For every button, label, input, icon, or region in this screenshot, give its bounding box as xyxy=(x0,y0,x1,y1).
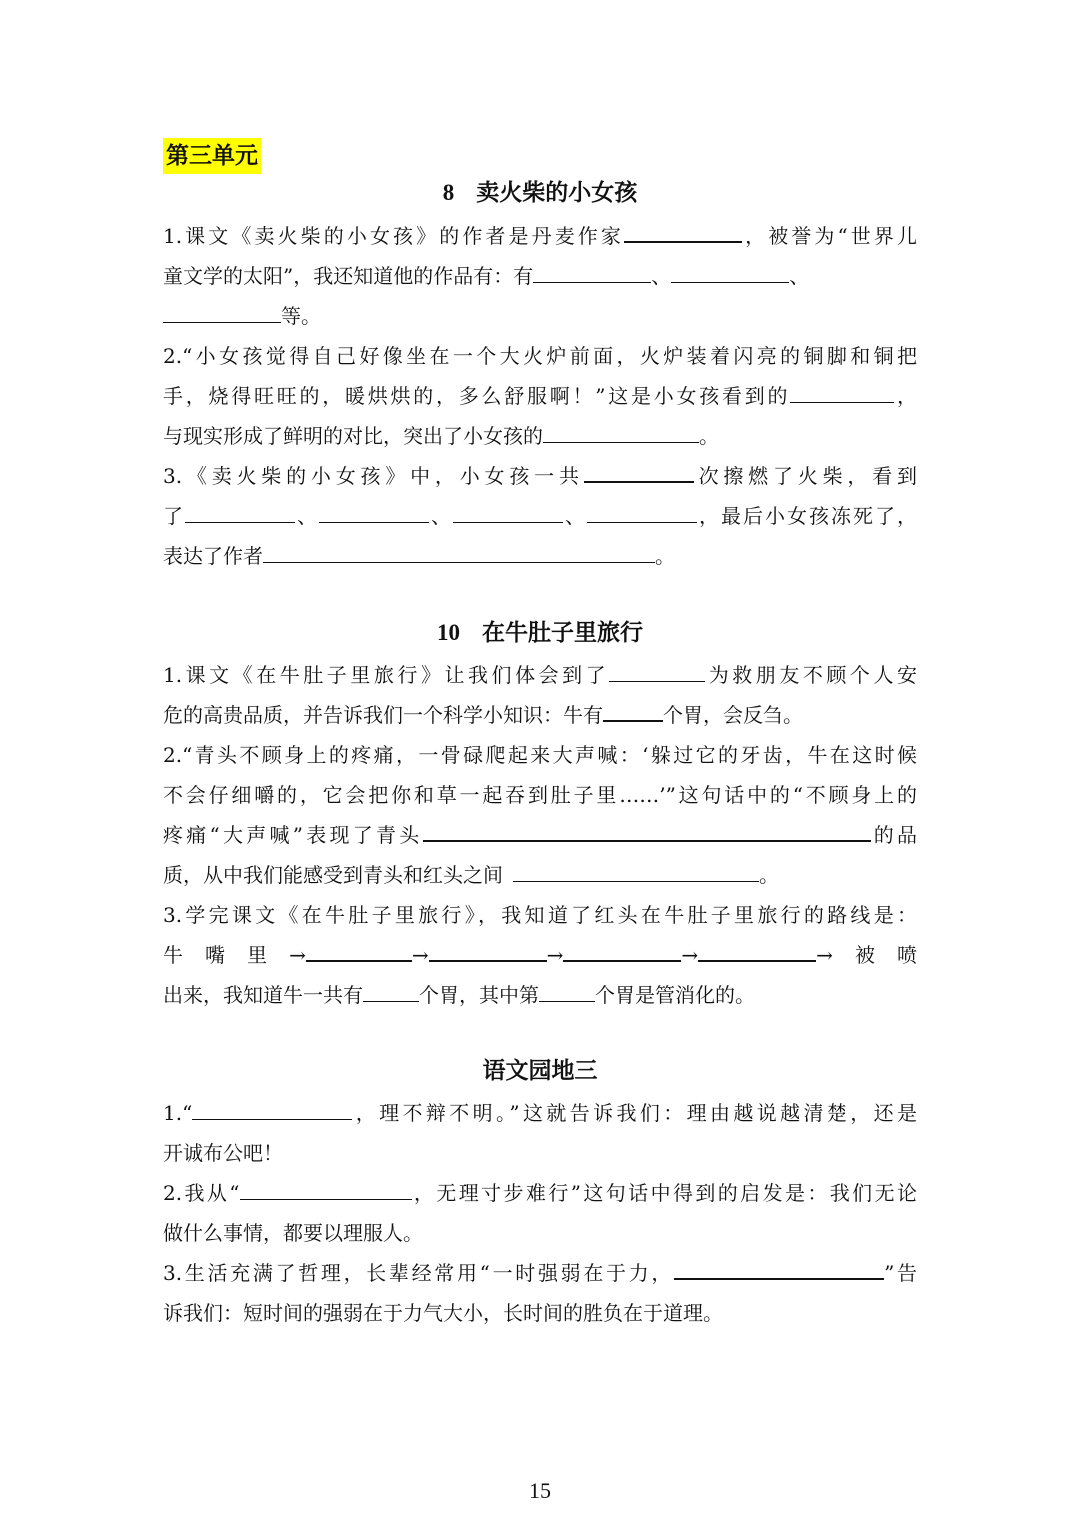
question-text: 、 xyxy=(429,504,453,528)
question-line xyxy=(163,975,917,1015)
question-text: 开诚布公吧！ xyxy=(163,1141,283,1165)
answer-blank[interactable] xyxy=(539,977,595,1002)
question-line xyxy=(163,1213,917,1253)
answer-blank[interactable] xyxy=(671,258,789,283)
lesson-title xyxy=(163,176,917,210)
question-line xyxy=(163,855,917,895)
question-line xyxy=(163,256,917,296)
question-line xyxy=(163,775,917,815)
question-line xyxy=(163,416,917,456)
answer-blank[interactable] xyxy=(240,1175,412,1200)
question-text: ，被誉为“世界儿 xyxy=(742,224,917,248)
question-line xyxy=(163,536,917,576)
answer-blank[interactable] xyxy=(513,857,759,882)
question-text: 与现实形成了鲜明的对比，突出了小女孩的 xyxy=(163,424,543,448)
question-text: 3.生活充满了哲理，长辈经常用“一时强弱在于力， xyxy=(163,1261,675,1285)
question-text: 疼痛“大声喊”表现了青头 xyxy=(163,823,423,847)
answer-blank[interactable] xyxy=(429,936,547,962)
question-line xyxy=(163,296,917,336)
question-text: 3.学完课文《在牛肚子里旅行》，我知道了红头在牛肚子里旅行的路线是： xyxy=(163,903,917,927)
answer-blank[interactable] xyxy=(543,418,699,443)
answer-blank[interactable] xyxy=(319,498,429,523)
lesson-title-text: 在牛肚子里旅行 xyxy=(482,620,643,646)
question-text: → xyxy=(546,943,564,967)
answer-blank[interactable] xyxy=(624,217,742,243)
question-text: 、 xyxy=(789,264,810,288)
question-text: 1.课文《在牛肚子里旅行》让我们体会到了 xyxy=(163,663,610,687)
question-text: 、 xyxy=(563,504,587,528)
question-line xyxy=(163,336,917,376)
question-text: 危的高贵品质，并告诉我们一个科学小知识：牛有 xyxy=(163,703,603,727)
question-line xyxy=(163,216,917,256)
question-line xyxy=(163,1253,917,1293)
question-text: 牛嘴里→ xyxy=(163,943,306,967)
question-text: → xyxy=(411,943,429,967)
lesson-title-text: 卖火柴的小女孩 xyxy=(476,180,638,206)
question-text: 1.“ xyxy=(163,1101,193,1125)
question-text: 童文学的太阳”，我还知道他的作品有：有 xyxy=(163,264,534,288)
question-text: 出来，我知道牛一共有 xyxy=(163,983,363,1007)
question-line xyxy=(163,895,917,935)
answer-blank[interactable] xyxy=(163,298,281,323)
question-line xyxy=(163,376,917,416)
answer-blank[interactable] xyxy=(603,696,663,722)
question-line xyxy=(163,456,917,496)
question-text: ，最后小女孩冻死了， xyxy=(697,504,917,528)
answer-blank[interactable] xyxy=(674,1254,884,1280)
question-text: ，理不辩不明。”这就告诉我们：理由越说越清楚，还是 xyxy=(352,1101,917,1125)
section-title: 语文园地三 xyxy=(482,1058,598,1084)
lesson-number: 10 xyxy=(437,620,460,645)
answer-blank[interactable] xyxy=(453,498,563,523)
question-line xyxy=(163,1293,917,1333)
question-line xyxy=(163,815,917,855)
question-text: 为救朋友不顾个人安 xyxy=(705,663,917,687)
answer-blank[interactable] xyxy=(587,498,697,523)
answer-blank[interactable] xyxy=(584,457,694,483)
question-text: 2.我从“ xyxy=(163,1181,240,1205)
question-line xyxy=(163,496,917,536)
question-text: 个胃，其中第 xyxy=(419,983,539,1007)
question-text: 。 xyxy=(699,424,719,448)
answer-blank[interactable] xyxy=(698,936,816,962)
answer-blank[interactable] xyxy=(423,816,871,842)
lesson-questions xyxy=(163,216,917,576)
question-text: 个胃是管消化的。 xyxy=(595,983,755,1007)
question-text: 做什么事情，都要以理服人。 xyxy=(163,1221,423,1245)
question-text: → xyxy=(681,943,699,967)
question-line xyxy=(163,935,917,975)
question-text: 。 xyxy=(655,544,675,568)
lesson-number: 8 xyxy=(442,180,455,205)
answer-blank[interactable] xyxy=(533,258,651,283)
lesson-questions xyxy=(163,655,917,1015)
answer-blank[interactable] xyxy=(263,538,655,563)
question-text: ”告 xyxy=(884,1261,917,1285)
question-line xyxy=(163,1133,917,1173)
answer-blank[interactable] xyxy=(790,378,894,403)
question-line xyxy=(163,735,917,775)
answer-blank[interactable] xyxy=(185,498,295,523)
question-text: 的品 xyxy=(870,823,918,847)
question-text: 表达了作者 xyxy=(163,544,263,568)
question-line xyxy=(163,655,917,695)
question-text: 2.“青头不顾身上的疼痛，一骨碌爬起来大声喊：‘躲过它的牙齿，牛在这时候 xyxy=(163,743,917,767)
question-text: ， xyxy=(894,384,918,408)
question-text: 、 xyxy=(295,504,319,528)
question-text: 不会仔细嚼的，它会把你和草一起吞到肚子里……’”这句话中的“不顾身上的 xyxy=(163,783,917,807)
unit-heading: 第三单元 xyxy=(163,138,261,174)
question-text: 个胃，会反刍。 xyxy=(663,703,803,727)
question-text: 2.“小女孩觉得自己好像坐在一个大火炉前面，火炉装着闪亮的铜脚和铜把 xyxy=(163,344,917,368)
question-text: 诉我们：短时间的强弱在于力气大小，长时间的胜负在于道理。 xyxy=(163,1301,723,1325)
question-line xyxy=(163,695,917,735)
question-text: 。 xyxy=(759,863,779,887)
question-text: 等。 xyxy=(281,304,321,328)
question-text: 1.课文《卖火柴的小女孩》的作者是丹麦作家 xyxy=(163,224,624,248)
question-text: ，无理寸步难行”这句话中得到的启发是：我们无论 xyxy=(411,1181,917,1205)
question-text: 了 xyxy=(163,504,185,528)
question-text: 、 xyxy=(651,264,672,288)
section-questions xyxy=(163,1093,917,1333)
answer-blank[interactable] xyxy=(192,1095,352,1120)
question-text: 手，烧得旺旺的，暖烘烘的，多么舒服啊！”这是小女孩看到的 xyxy=(163,384,791,408)
question-line xyxy=(163,1093,917,1133)
answer-blank[interactable] xyxy=(363,977,419,1002)
answer-blank[interactable] xyxy=(306,936,412,962)
page-number: 15 xyxy=(529,1478,551,1503)
lesson-title xyxy=(163,616,917,650)
question-line xyxy=(163,1173,917,1213)
question-text: →被喷 xyxy=(816,943,917,967)
answer-blank[interactable] xyxy=(609,657,705,682)
question-text: 质，从中我们能感受到青头和红头之间 xyxy=(163,863,503,887)
question-text: 3.《卖火柴的小女孩》中，小女孩一共 xyxy=(163,464,584,488)
question-text: 次擦燃了火柴，看到 xyxy=(693,464,918,488)
answer-blank[interactable] xyxy=(563,936,681,962)
